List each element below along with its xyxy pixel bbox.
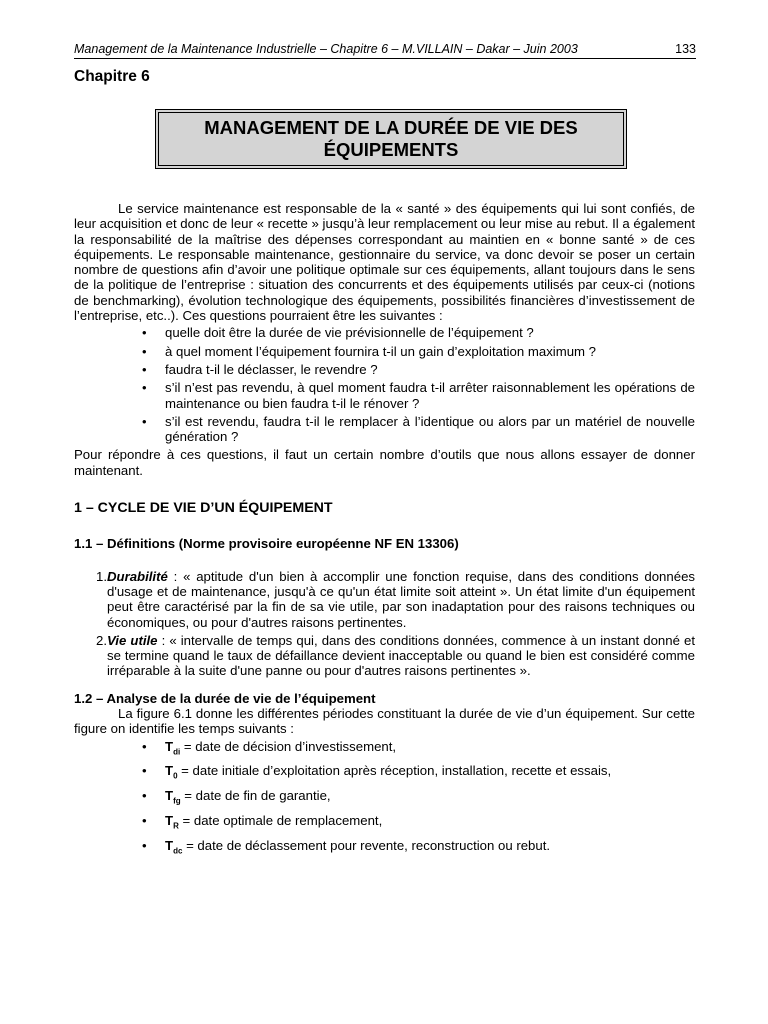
analysis-paragraph: La figure 6.1 donne les différentes périodes constituant la durée de vie d’un équipement. Sur cette figure on identifie les temps suivants : bbox=[74, 706, 695, 737]
subsection-heading-analysis: 1.2 – Analyse de la durée de vie de l’équipement bbox=[74, 690, 376, 706]
definition-item bbox=[74, 633, 695, 679]
list-item: • s’il est revendu, faudra t-il le remplacer à l’identique ou alors par un matériel de nouvelle génération ? bbox=[74, 414, 695, 445]
list-item bbox=[74, 739, 695, 760]
list-item bbox=[74, 838, 695, 859]
time-description: = date optimale de remplacement, bbox=[178, 812, 383, 828]
page-number: 133 bbox=[675, 42, 696, 56]
chapter-label: Chapitre 6 bbox=[74, 68, 150, 85]
time-symbol: $T_R$ bbox=[165, 812, 179, 831]
time-symbol: $T_{fg}$ bbox=[165, 788, 181, 806]
definition-term: Vie utile bbox=[107, 632, 158, 648]
running-title: Management de la Maintenance Industrielle – Chapitre 6 – M.VILLAIN – Dakar – Juin 2003 bbox=[74, 42, 578, 56]
definition-text: : « intervalle de temps qui, dans des conditions données, commence à un instant donné et se termine quand le taux de défaillance devient inacceptable ou quand le bien est considéré comme irréparable à la suite d'une panne ou pour d'autres raisons pertinentes ». bbox=[107, 632, 695, 679]
time-list bbox=[74, 739, 695, 859]
chapter-title-box bbox=[155, 109, 627, 169]
chapter-title-line2: ÉQUIPEMENTS bbox=[323, 139, 459, 160]
subsection-heading-definitions: 1.1 – Définitions (Norme provisoire européenne NF EN 13306) bbox=[74, 536, 459, 552]
intro-conclusion: Pour répondre à ces questions, il faut un certain nombre d’outils que nous allons essayer de donner maintenant. bbox=[74, 447, 695, 478]
list-item: • quelle doit être la durée de vie prévisionnelle de l’équipement ? bbox=[74, 325, 695, 340]
definition-text: : « aptitude d'un bien à accomplir une fonction requise, dans des conditions données d'usage et de maintenance, jusqu'à ce qu'un état limite soit atteint ». Un état limite d'un équipement peut être caractérisé par la fin de sa vie utile, par son inadaptation pour des raisons techniques ou économiques, ou pour d'autres raisons pertinentes. bbox=[107, 568, 695, 630]
time-description: = date de décision d’investissement, bbox=[180, 738, 397, 754]
time-symbol: $T_{dc}$ bbox=[165, 837, 183, 856]
definition-item bbox=[74, 569, 695, 630]
time-symbol: $T_0$ bbox=[165, 763, 178, 781]
document-body bbox=[74, 201, 695, 862]
list-item bbox=[74, 788, 695, 809]
list-item bbox=[74, 813, 695, 834]
definition-term: Durabilité bbox=[107, 568, 168, 584]
intro-paragraph: Le service maintenance est responsable de la « santé » des équipements qui lui sont confiés, de leur acquisition et donc de leur « recette » jusqu’à leur remplacement ou leur mise au rebut. Il a également la responsabilité de la maîtrise des dépenses correspondant au maintien en « bonne santé » de ces équipements. Le responsable maintenance, gestionnaire du service, va donc devoir se poser un certain nombre de questions afin d’avoir une politique optimale sur ces équipements, allant toujours dans le sens de la politique de l’entreprise : situation des concurrents et des équipements utilisés par ceux-ci (notions de benchmarking), évolution technologique des équipements, possibilités financières d’investissement de l’entreprise, etc..). Ces questions pourraient être les suivantes : bbox=[74, 201, 695, 324]
time-description: = date de déclassement pour revente, reconstruction ou rebut. bbox=[182, 837, 551, 853]
time-symbol: $T_{di}$ bbox=[165, 738, 181, 757]
running-header bbox=[74, 42, 696, 59]
list-item: • à quel moment l’équipement fournira t-il un gain d’exploitation maximum ? bbox=[74, 344, 695, 359]
list-item bbox=[74, 763, 695, 784]
definition-number: 2. bbox=[96, 632, 107, 648]
chapter-title-line1: MANAGEMENT DE LA DURÉE DE VIE DES bbox=[204, 117, 578, 138]
list-item: • faudra t-il le déclasser, le revendre ? bbox=[74, 362, 695, 377]
chapter-title bbox=[171, 117, 611, 161]
list-item: • s’il n’est pas revendu, à quel moment faudra t-il arrêter raisonnablement les opérations de maintenance ou bien faudra t-il le rénover ? bbox=[74, 380, 695, 411]
time-description: = date de fin de garantie, bbox=[180, 788, 331, 804]
question-list bbox=[74, 325, 695, 444]
definitions-list bbox=[74, 569, 695, 679]
section-heading: 1 – CYCLE DE VIE D’UN ÉQUIPEMENT bbox=[74, 500, 333, 517]
definition-number: 1. bbox=[96, 568, 107, 584]
time-description: = date initiale d’exploitation après réception, installation, recette et essais, bbox=[177, 763, 612, 779]
